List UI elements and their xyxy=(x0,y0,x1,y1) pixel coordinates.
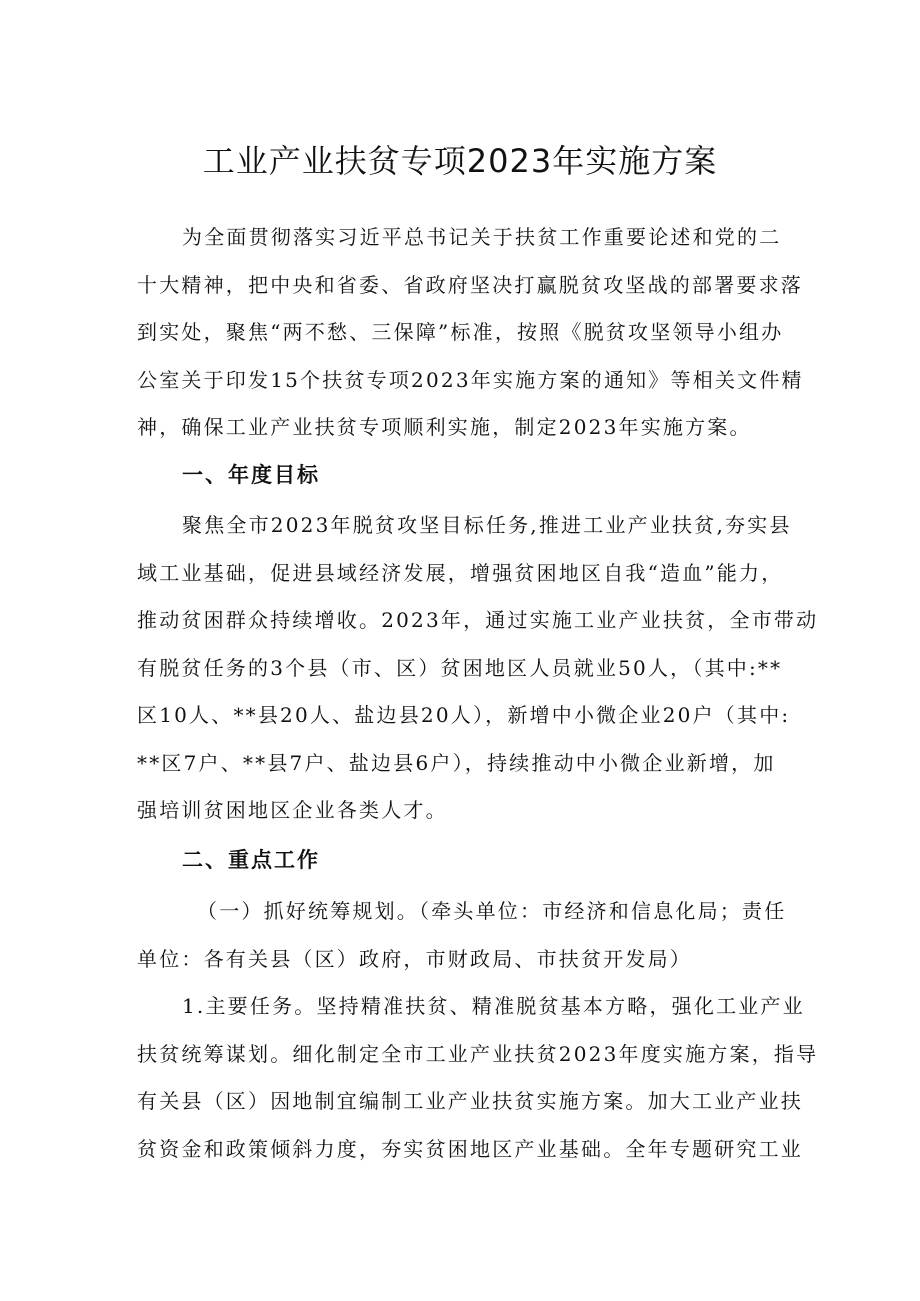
intro-line: 为全面贯彻落实习近平总书记关于扶贫工作重要论述和党的二 xyxy=(182,225,782,249)
intro-line: 到实处，聚焦“两不愁、三保障”标准，按照《脱贫攻坚领导小组办 xyxy=(137,320,784,344)
goals-line: **区7户、**县7户、盐边县6户），持续推动中小微企业新增，加 xyxy=(137,750,776,775)
goals-line: 推动贫困群众持续增收。2023年，通过实施工业产业扶贫，全市带动 xyxy=(137,608,819,632)
goals-line: 区10人、**县20人、盐边县20人），新增中小微企业20户（其中: xyxy=(137,703,791,727)
goals-line: 有脱贫任务的3个县（市、区）贫困地区人员就业50人，（其中:** xyxy=(137,655,783,680)
planning-line: （一）抓好统筹规划。（牵头单位：市经济和信息化局；责任 xyxy=(197,899,787,923)
intro-line: 神，确保工业产业扶贫专项顺利实施，制定2023年实施方案。 xyxy=(137,415,752,439)
goals-line: 域工业基础，促进县域经济发展，增强贫困地区自我“造血”能力， xyxy=(137,560,784,585)
goals-line: 强培训贫困地区企业各类人才。 xyxy=(137,798,448,822)
intro-line: 公室关于印发15个扶贫专项2023年实施方案的通知》等相关文件精 xyxy=(137,367,804,392)
task-line: 扶贫统筹谋划。细化制定全市工业产业扶贫2023年度实施方案，指导 xyxy=(137,1041,819,1066)
intro-paragraph xyxy=(137,214,804,452)
task-line: 贫资金和政策倾斜力度，夯实贫困地区产业基础。全年专题研究工业 xyxy=(137,1136,803,1161)
planning-line: 单位：各有关县（区）政府，市财政局、市扶贫开发局） xyxy=(137,946,692,971)
intro-line: 十大精神，把中央和省委、省政府坚决打赢脱贫攻坚战的部署要求落 xyxy=(137,272,803,297)
section-heading-key-work: 二、重点工作 xyxy=(182,848,320,872)
document-title: 工业产业扶贫专项2023年实施方案 xyxy=(202,142,718,180)
task-line: 有关县（区）因地制宜编制工业产业扶贫实施方案。加大工业产业扶 xyxy=(137,1089,803,1113)
task-line: 1.主要任务。坚持精准扶贫、精准脱贫基本方略，强化工业产业 xyxy=(182,994,805,1018)
section-heading-annual-goals: 一、年度目标 xyxy=(182,463,320,487)
main-task-paragraph xyxy=(137,983,819,1173)
subsection-planning-paragraph xyxy=(137,888,793,983)
annual-goals-paragraph xyxy=(137,502,819,835)
goals-line: 聚焦全市2023年脱贫攻坚目标任务,推进工业产业扶贫,夯实县 xyxy=(182,513,792,537)
